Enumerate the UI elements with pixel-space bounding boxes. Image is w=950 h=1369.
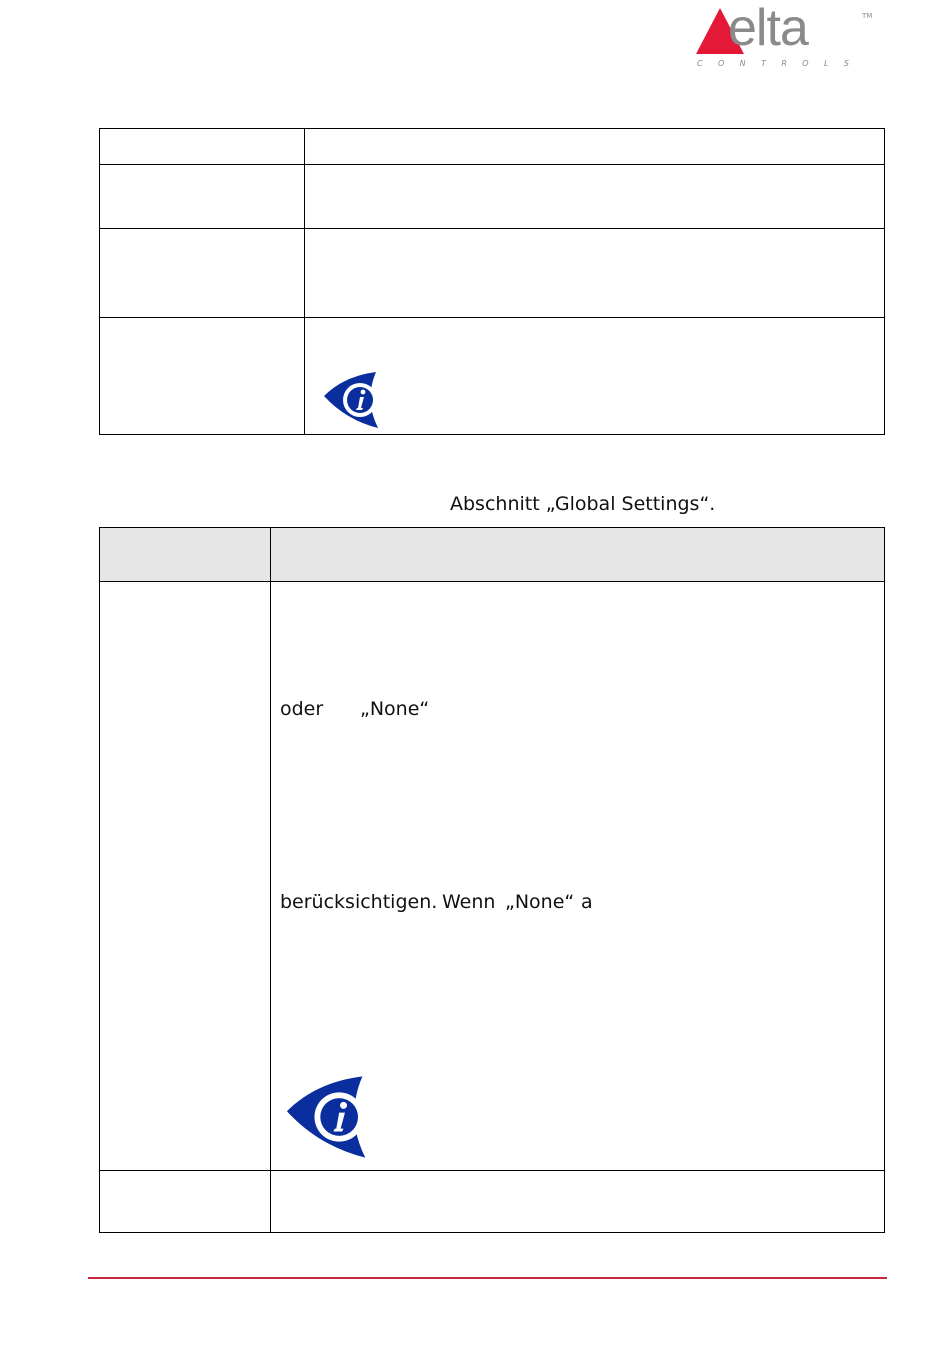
cell-text: a (581, 891, 593, 913)
logo-wordmark: elta (728, 0, 808, 57)
logo-trademark: TM (862, 12, 873, 20)
table-border (99, 1170, 885, 1171)
logo-subtitle: CONTROLS (697, 59, 865, 68)
table-border (99, 527, 100, 1233)
table-header-row (100, 528, 884, 581)
delta-controls-logo (694, 0, 874, 70)
table-border (270, 527, 271, 1233)
table-border (99, 128, 100, 435)
table-border (884, 128, 885, 435)
cell-text: berücksichtigen. (280, 891, 438, 913)
cell-text: oder (280, 698, 324, 720)
table-border (99, 128, 885, 129)
table-border (99, 1232, 885, 1233)
table-border (99, 317, 885, 318)
table-border (99, 164, 885, 165)
table-border (304, 128, 305, 435)
cell-text: „None“ (360, 698, 430, 720)
cell-text: Wenn (442, 891, 496, 913)
table-border (99, 434, 885, 435)
footer-rule (88, 1277, 887, 1279)
info-note-icon (284, 1072, 374, 1162)
table-border (99, 581, 885, 582)
table-border (99, 228, 885, 229)
section-caption: Abschnitt „Global Settings“. (450, 493, 716, 515)
table-border (99, 527, 885, 528)
cell-text: „None“ (505, 891, 575, 913)
info-note-icon (322, 370, 384, 430)
table-border (884, 527, 885, 1233)
